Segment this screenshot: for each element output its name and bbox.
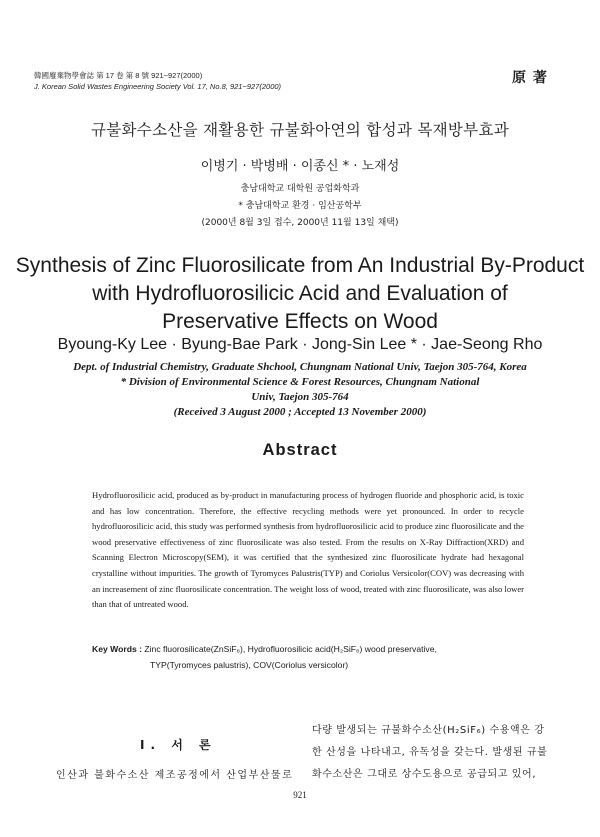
document-type-label: 原 著 [512,70,548,86]
journal-citation-english: J. Korean Solid Wastes Engineering Society Vol. 17, No.8, 921~927(2000) [34,82,282,91]
korean-affiliation-2: * 충남대학교 환경 · 임산공학부 [238,201,362,211]
korean-affiliation-1: 충남대학교 대학원 공업화학과 [240,184,360,194]
body-right-line-3: 화수소산은 그대로 상수도용으로 공급되고 있어, [312,769,537,780]
body-right-line-2: 한 산성을 나타내고, 유독성을 갖는다. 발생된 규불 [312,747,548,758]
korean-authors: 이병기 · 박병배 · 이종신 * · 노재성 [200,159,400,174]
body-right-column [312,720,574,786]
english-affiliation-1: Dept. of Industrial Chemistry, Graduate Shchool, Chungnam National Univ, Taejon 305-764, Korea [73,361,527,373]
english-affiliation-2: * Division of Environmental Science & Forest Resources, Chungnam National [120,376,480,388]
korean-affiliations [0,181,600,232]
journal-citation [34,70,281,92]
english-title-line-3: Preservative Effects on Wood [162,310,438,333]
keywords-block [92,641,532,673]
abstract-heading: Abstract [262,441,338,459]
page-number: 921 [293,790,307,800]
keywords-line-1: Zinc fluorosilicate(ZnSiF₆), Hydrofluorosilicic acid(H₂SiF₆) wood preservative, [144,644,437,654]
korean-dates: (2000년 8월 3일 접수, 2000년 11월 13일 채택) [201,218,399,228]
english-dates: (Received 3 August 2000 ; Accepted 13 November 2000) [173,406,427,418]
english-title-line-2: with Hydrofluorosilicic Acid and Evaluation of [92,282,508,305]
korean-title: 규불화수소산을 재활용한 규불화아연의 합성과 목재방부효과 [90,121,509,139]
english-affiliation-3: Univ, Taejon 305-764 [251,391,349,403]
english-authors: Byoung-Ky Lee · Byung-Bae Park · Jong-Sin Lee * · Jae-Seong Rho [57,336,543,353]
keywords-label: Key Words : [92,644,142,654]
body-left-column: 인산과 불화수소산 제조공정에서 산업부산물로 [56,770,294,781]
english-title-line-1: Synthesis of Zinc Fluorosilicate from An Industrial By-Product [15,254,585,277]
section-heading-introduction: Ⅰ. 서 론 [140,738,217,752]
abstract-text: Hydrofluorosilicic acid, produced as by-product in manufacturing process of hydrogen fluoride and phosphoric acid, is toxic and has low concentration. Therefore, the effective recycling methods were yet pronounced. In order to recycle hydrofluorosilicic acid, this study was performed synthesis from hydrofluorosilicic acid to produce zinc fluorosilicate and the wood preservative effectiveness of zinc fluorosilicate was also tested. From the results on X-Ray Diffraction(XRD) and Scanning Electron Microscopy(SEM), it was certified that the synthesized zinc fluorosilicate hydrate had hexagonal crystalline without impurities. The growth of Tyromyces Palustris(TYP) and Coriolus Versicolor(COV) was decreasing with an increasement of zinc fluorosilicate concentration. The weight loss of wood, treated with zinc fluorosilicate, was also lower than that of untreated wood. [92,490,524,610]
english-title [0,252,600,336]
english-affiliations [0,360,600,420]
journal-citation-korean: 韓國廢棄物學會誌 第 17 卷 第 8 號 921~927(2000) [34,71,203,80]
keywords-line-2: TYP(Tyromyces palustris), COV(Coriolus versicolor) [150,660,349,670]
body-right-line-1: 다량 발생되는 규불화수소산(H₂SiF₆) 수용액은 강 [312,725,545,736]
